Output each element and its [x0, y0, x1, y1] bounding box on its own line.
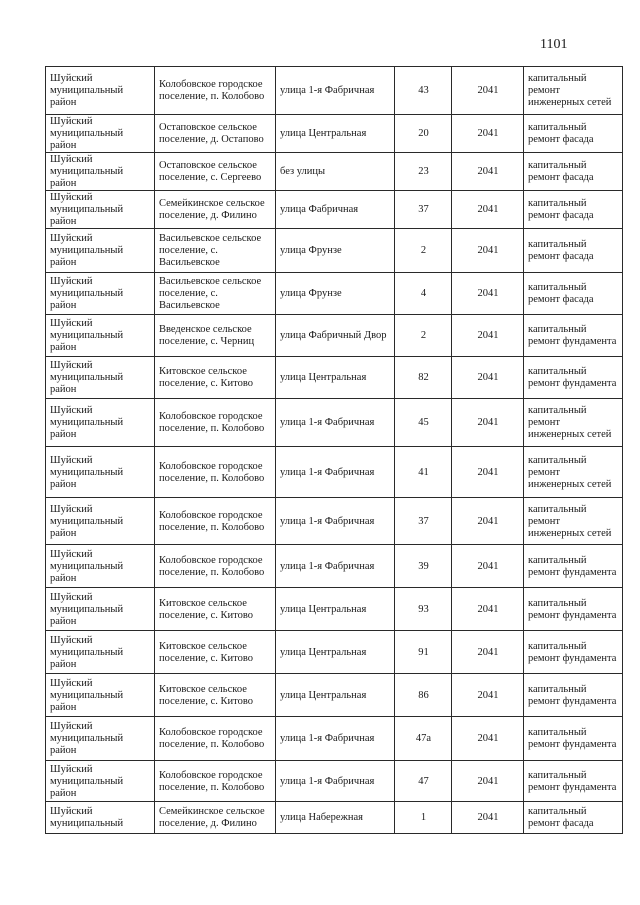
settlement-cell: Колобовское городское поселение, п. Колобово: [155, 399, 276, 447]
table-row: [46, 498, 623, 545]
district-cell: Шуйский муниципальный район: [46, 399, 155, 447]
house-number-cell: 41: [395, 447, 452, 498]
settlement-cell: Введенское сельское поселение, с. Черниц: [155, 315, 276, 357]
table-row: [46, 631, 623, 674]
street-cell: улица Набережная: [276, 802, 395, 834]
district-cell: Шуйский муниципальный район: [46, 674, 155, 717]
street-cell: улица 1-я Фабричная: [276, 447, 395, 498]
settlement-cell: Васильевское сельское поселение, с. Васильевское: [155, 273, 276, 315]
work-type-cell: капитальный ремонт фундамента: [524, 717, 623, 761]
table-row: [46, 357, 623, 399]
year-cell: 2041: [452, 67, 524, 115]
house-number-cell: 86: [395, 674, 452, 717]
table-row: [46, 447, 623, 498]
year-cell: 2041: [452, 357, 524, 399]
work-type-cell: капитальный ремонт инженерных сетей: [524, 67, 623, 115]
district-cell: Шуйский муниципальный район: [46, 315, 155, 357]
year-cell: 2041: [452, 717, 524, 761]
street-cell: улица Центральная: [276, 588, 395, 631]
district-cell: Шуйский муниципальный район: [46, 115, 155, 153]
work-type-cell: капитальный ремонт фасада: [524, 115, 623, 153]
district-cell: Шуйский муниципальный район: [46, 153, 155, 191]
district-cell: Шуйский муниципальный район: [46, 545, 155, 588]
house-number-cell: 91: [395, 631, 452, 674]
house-number-cell: 47: [395, 761, 452, 802]
district-cell: Шуйский муниципальный район: [46, 229, 155, 273]
year-cell: 2041: [452, 498, 524, 545]
table-row: [46, 191, 623, 229]
house-number-cell: 93: [395, 588, 452, 631]
street-cell: улица 1-я Фабричная: [276, 545, 395, 588]
settlement-cell: Китовское сельское поселение, с. Китово: [155, 631, 276, 674]
settlement-cell: Китовское сельское поселение, с. Китово: [155, 674, 276, 717]
district-cell: Шуйский муниципальный район: [46, 273, 155, 315]
year-cell: 2041: [452, 273, 524, 315]
work-type-cell: капитальный ремонт фасада: [524, 191, 623, 229]
work-type-cell: капитальный ремонт фундамента: [524, 631, 623, 674]
street-cell: улица 1-я Фабричная: [276, 761, 395, 802]
settlement-cell: Колобовское городское поселение, п. Колобово: [155, 717, 276, 761]
work-type-cell: капитальный ремонт инженерных сетей: [524, 498, 623, 545]
settlement-cell: Остаповское сельское поселение, с. Сергеево: [155, 153, 276, 191]
street-cell: улица Центральная: [276, 115, 395, 153]
district-cell: Шуйский муниципальный район: [46, 67, 155, 115]
district-cell: Шуйский муниципальный район: [46, 631, 155, 674]
settlement-cell: Остаповское сельское поселение, д. Остапово: [155, 115, 276, 153]
work-type-cell: капитальный ремонт фундамента: [524, 545, 623, 588]
house-number-cell: 37: [395, 498, 452, 545]
year-cell: 2041: [452, 761, 524, 802]
house-number-cell: 43: [395, 67, 452, 115]
house-number-cell: 37: [395, 191, 452, 229]
street-cell: улица Центральная: [276, 357, 395, 399]
district-cell: Шуйский муниципальный район: [46, 447, 155, 498]
table-row: [46, 153, 623, 191]
repair-schedule-table: [45, 66, 623, 834]
district-cell: Шуйский муниципальный район: [46, 588, 155, 631]
work-type-cell: капитальный ремонт фундамента: [524, 761, 623, 802]
district-cell: Шуйский муниципальный район: [46, 761, 155, 802]
year-cell: 2041: [452, 191, 524, 229]
house-number-cell: 39: [395, 545, 452, 588]
work-type-cell: капитальный ремонт фундамента: [524, 357, 623, 399]
settlement-cell: Китовское сельское поселение, с. Китово: [155, 357, 276, 399]
year-cell: 2041: [452, 315, 524, 357]
house-number-cell: 23: [395, 153, 452, 191]
table-row: [46, 115, 623, 153]
house-number-cell: 2: [395, 229, 452, 273]
street-cell: улица Фрунзе: [276, 273, 395, 315]
table-row: [46, 545, 623, 588]
house-number-cell: 4: [395, 273, 452, 315]
house-number-cell: 45: [395, 399, 452, 447]
year-cell: 2041: [452, 588, 524, 631]
work-type-cell: капитальный ремонт фасада: [524, 229, 623, 273]
street-cell: улица 1-я Фабричная: [276, 498, 395, 545]
year-cell: 2041: [452, 802, 524, 834]
work-type-cell: капитальный ремонт фундамента: [524, 674, 623, 717]
table-row: [46, 588, 623, 631]
year-cell: 2041: [452, 229, 524, 273]
house-number-cell: 2: [395, 315, 452, 357]
street-cell: улица 1-я Фабричная: [276, 399, 395, 447]
settlement-cell: Семейкинское сельское поселение, д. Филино: [155, 802, 276, 834]
table-row: [46, 229, 623, 273]
work-type-cell: капитальный ремонт фасада: [524, 802, 623, 834]
settlement-cell: Колобовское городское поселение, п. Колобово: [155, 498, 276, 545]
settlement-cell: Китовское сельское поселение, с. Китово: [155, 588, 276, 631]
year-cell: 2041: [452, 447, 524, 498]
year-cell: 2041: [452, 545, 524, 588]
settlement-cell: Семейкинское сельское поселение, д. Филино: [155, 191, 276, 229]
settlement-cell: Колобовское городское поселение, п. Колобово: [155, 447, 276, 498]
work-type-cell: капитальный ремонт фундамента: [524, 588, 623, 631]
district-cell: Шуйский муниципальный район: [46, 191, 155, 229]
street-cell: улица Фрунзе: [276, 229, 395, 273]
year-cell: 2041: [452, 631, 524, 674]
house-number-cell: 20: [395, 115, 452, 153]
street-cell: улица Фабричная: [276, 191, 395, 229]
street-cell: улица 1-я Фабричная: [276, 67, 395, 115]
district-cell: Шуйский муниципальный район: [46, 357, 155, 399]
work-type-cell: капитальный ремонт фундамента: [524, 315, 623, 357]
street-cell: без улицы: [276, 153, 395, 191]
house-number-cell: 82: [395, 357, 452, 399]
table-row: [46, 761, 623, 802]
district-cell: Шуйский муниципальный: [46, 802, 155, 834]
settlement-cell: Колобовское городское поселение, п. Колобово: [155, 761, 276, 802]
work-type-cell: капитальный ремонт фасада: [524, 153, 623, 191]
work-type-cell: капитальный ремонт фасада: [524, 273, 623, 315]
table-row: [46, 674, 623, 717]
table-row: [46, 399, 623, 447]
settlement-cell: Колобовское городское поселение, п. Колобово: [155, 67, 276, 115]
work-type-cell: капитальный ремонт инженерных сетей: [524, 399, 623, 447]
street-cell: улица Центральная: [276, 674, 395, 717]
work-type-cell: капитальный ремонт инженерных сетей: [524, 447, 623, 498]
street-cell: улица Фабричный Двор: [276, 315, 395, 357]
district-cell: Шуйский муниципальный район: [46, 498, 155, 545]
table-row: [46, 315, 623, 357]
house-number-cell: 47а: [395, 717, 452, 761]
year-cell: 2041: [452, 115, 524, 153]
street-cell: улица Центральная: [276, 631, 395, 674]
table-row: [46, 273, 623, 315]
house-number-cell: 1: [395, 802, 452, 834]
table-row: [46, 802, 623, 834]
year-cell: 2041: [452, 674, 524, 717]
table-row: [46, 67, 623, 115]
page-number: 1101: [540, 37, 568, 52]
settlement-cell: Колобовское городское поселение, п. Колобово: [155, 545, 276, 588]
table-row: [46, 717, 623, 761]
settlement-cell: Васильевское сельское поселение, с. Васильевское: [155, 229, 276, 273]
year-cell: 2041: [452, 399, 524, 447]
district-cell: Шуйский муниципальный район: [46, 717, 155, 761]
street-cell: улица 1-я Фабричная: [276, 717, 395, 761]
year-cell: 2041: [452, 153, 524, 191]
